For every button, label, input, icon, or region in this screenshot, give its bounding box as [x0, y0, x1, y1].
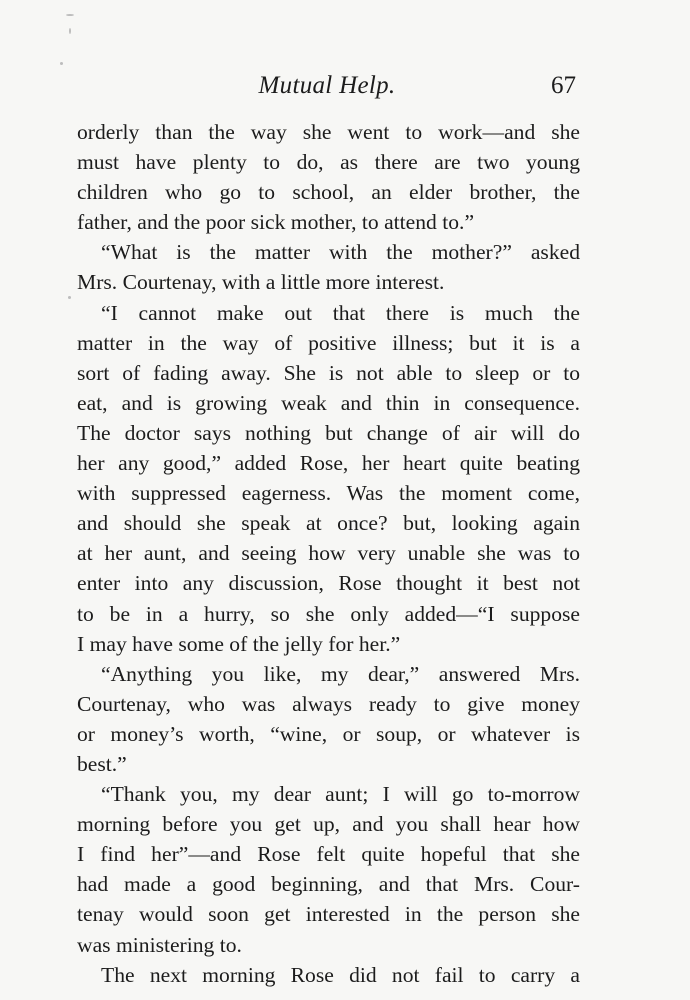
margin-speck [68, 296, 71, 299]
text-line: with suppressed eagerness. Was the moment come, [77, 481, 580, 506]
text-line: at her aunt, and seeing how very unable she was to [77, 541, 580, 566]
text-line: tenay would soon get interested in the person she [77, 902, 580, 927]
text-line: orderly than the way she went to work—and she [77, 120, 580, 144]
margin-speck [66, 14, 74, 16]
margin-speck [69, 28, 71, 34]
text-line: enter into any discussion, Rose thought it best not [77, 571, 580, 596]
text-line: must have plenty to do, as there are two young [77, 150, 580, 175]
text-line: children who go to school, an elder brother, the [77, 180, 580, 205]
margin-speck [60, 62, 63, 65]
page-number: 67 [551, 72, 576, 99]
text-line: had made a good beginning, and that Mrs. Cour- [77, 872, 580, 897]
text-line: Mrs. Courtenay, with a little more interest. [77, 270, 445, 295]
text-line: sort of fading away. She is not able to sleep or to [77, 360, 580, 385]
text-line: and should she speak at once? but, looking again [77, 511, 580, 536]
text-line: “Thank you, my dear aunt; I will go to-morrow [101, 782, 580, 807]
text-line: “I cannot make out that there is much the [101, 300, 580, 325]
text-line: I find her”—and Rose felt quite hopeful that she [77, 842, 580, 867]
text-line: her any good,” added Rose, her heart quite beating [77, 451, 580, 476]
text-line: I may have some of the jelly for her.” [77, 631, 401, 656]
running-head [78, 72, 576, 104]
text-line: was ministering to. [77, 932, 242, 957]
text-line: Courtenay, who was always ready to give money [77, 691, 580, 716]
text-line: matter in the way of positive illness; but it is a [77, 330, 580, 355]
text-line: The next morning Rose did not fail to carry a [101, 962, 580, 987]
running-title: Mutual Help. [258, 72, 396, 99]
text-line: to be in a hurry, so she only added—“I suppose [77, 601, 580, 626]
text-line: “Anything you like, my dear,” answered Mrs. [101, 661, 580, 686]
text-line: morning before you get up, and you shall hear how [77, 812, 580, 837]
body-text [77, 117, 580, 990]
text-line: The doctor says nothing but change of air will do [77, 420, 580, 445]
text-line: or money’s worth, “wine, or soup, or whatever is [77, 721, 580, 746]
text-line: best.” [77, 751, 127, 776]
text-line: eat, and is growing weak and thin in consequence. [77, 390, 580, 415]
text-line: father, and the poor sick mother, to attend to.” [77, 210, 475, 235]
text-line: “What is the matter with the mother?” asked [101, 240, 580, 265]
